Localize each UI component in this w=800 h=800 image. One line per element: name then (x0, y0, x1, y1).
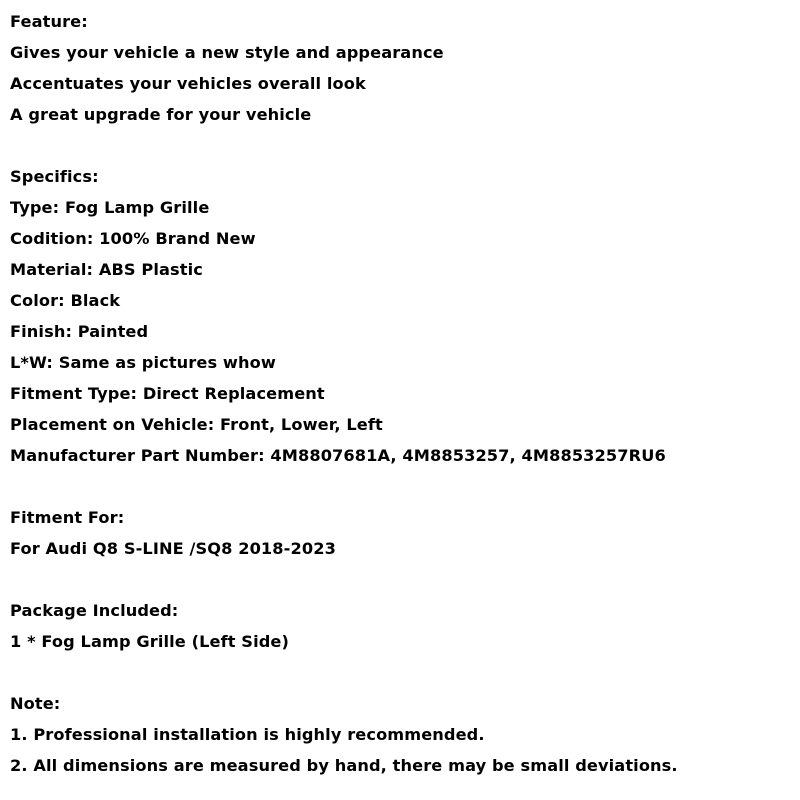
spec-item-material: Material: ABS Plastic (10, 260, 203, 279)
product-description (10, 9, 790, 784)
note-item: 1. Professional installation is highly recommended. (10, 725, 485, 744)
package-heading: Package Included: (10, 601, 179, 620)
feature-section (10, 9, 790, 133)
spec-item-type: Type: Fog Lamp Grille (10, 198, 210, 217)
package-section (10, 598, 790, 660)
feature-heading: Feature: (10, 12, 88, 31)
package-item: 1 * Fog Lamp Grille (Left Side) (10, 632, 289, 651)
section-spacer (10, 133, 790, 164)
fitment-item: For Audi Q8 S-LINE /SQ8 2018-2023 (10, 539, 336, 558)
spec-item-condition: Codition: 100% Brand New (10, 229, 256, 248)
note-heading: Note: (10, 694, 61, 713)
spec-item-color: Color: Black (10, 291, 121, 310)
note-item: 2. All dimensions are measured by hand, there may be small deviations. (10, 756, 678, 775)
feature-item: Gives your vehicle a new style and appearance (10, 43, 444, 62)
section-spacer (10, 660, 790, 691)
section-spacer (10, 567, 790, 598)
fitment-heading: Fitment For: (10, 508, 125, 527)
specifics-heading: Specifics: (10, 167, 99, 186)
spec-item-placement: Placement on Vehicle: Front, Lower, Left (10, 415, 383, 434)
spec-item-finish: Finish: Painted (10, 322, 149, 341)
spec-item-dimensions: L*W: Same as pictures whow (10, 353, 276, 372)
feature-item: Accentuates your vehicles overall look (10, 74, 366, 93)
section-spacer (10, 474, 790, 505)
feature-item: A great upgrade for your vehicle (10, 105, 312, 124)
fitment-section (10, 505, 790, 567)
specifics-section (10, 164, 790, 474)
spec-item-part-number: Manufacturer Part Number: 4M8807681A, 4M8853257, 4M8853257RU6 (10, 446, 666, 465)
spec-item-fitment-type: Fitment Type: Direct Replacement (10, 384, 325, 403)
note-section (10, 691, 790, 784)
